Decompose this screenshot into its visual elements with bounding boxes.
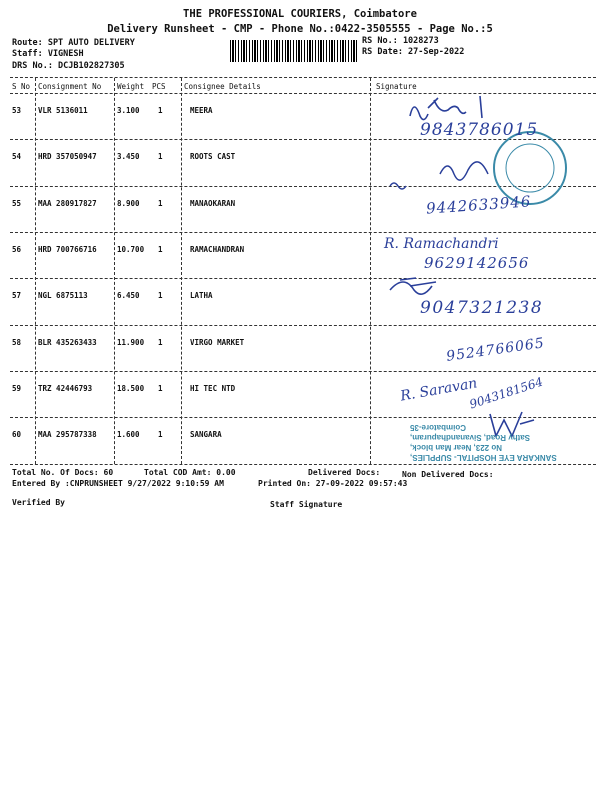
cell-weight: 11.900 — [117, 337, 145, 347]
total-docs: Total No. Of Docs: 60 — [12, 468, 114, 477]
staff-label: Staff: VIGNESH — [12, 49, 84, 59]
signature-scribble — [390, 162, 488, 189]
barcode — [230, 40, 358, 62]
cell-sno: 58 — [12, 337, 22, 347]
column-divider — [181, 78, 182, 464]
cell-consignment: BLR 435263433 — [38, 337, 97, 347]
col-header-weight: Weight — [117, 82, 145, 91]
cell-pcs: 1 — [158, 291, 163, 301]
cell-consignment: MAA 295787338 — [38, 430, 97, 440]
cell-weight: 8.900 — [117, 198, 140, 208]
cell-pcs: 1 — [158, 152, 163, 162]
rs-number: RS No.: 1028273 — [362, 36, 439, 46]
cell-consignment: MAA 280917827 — [38, 198, 97, 208]
signature-scribble — [410, 96, 482, 120]
handwritten-phone: 9629142656 — [424, 254, 530, 272]
cell-consignment: HRD 700766716 — [38, 244, 97, 254]
cell-pcs: 1 — [158, 383, 163, 393]
runsheet-subtitle: Delivery Runsheet - CMP - Phone No.:0422-3505555 - Page No.:5 — [107, 23, 493, 35]
column-divider — [35, 78, 36, 464]
cell-consignee: SANGARA — [190, 430, 222, 440]
cell-consignee: MANAOKARAN — [190, 198, 236, 208]
cell-sno: 55 — [12, 198, 22, 208]
cell-pcs: 1 — [158, 430, 163, 440]
col-header-sno: S No — [12, 82, 31, 91]
rs-date: RS Date: 27-Sep-2022 — [362, 47, 465, 57]
handwritten-name: R. Ramachandri — [384, 236, 499, 252]
cell-sno: 60 — [12, 430, 22, 440]
handwritten-phone: 9524766065 — [445, 335, 546, 365]
stamp-line: Sathy Road, Sivanandhapuram, — [410, 433, 531, 442]
cell-consignee: RAMACHANDRAN — [190, 244, 245, 254]
cell-sno: 53 — [12, 106, 22, 115]
cell-pcs: 1 — [158, 106, 163, 115]
route-label: Route: SPT AUTO DELIVERY — [12, 38, 135, 48]
cell-consignment: VLR 5136011 — [38, 106, 88, 115]
handwritten-phone: 9442633946 — [425, 192, 532, 218]
table-top-rule — [10, 77, 596, 78]
cell-weight: 1.600 — [117, 430, 140, 440]
cell-consignment: NGL 6875113 — [38, 291, 88, 301]
cell-consignment: HRD 357050947 — [38, 152, 97, 162]
col-header-consignee: Consignee Details — [184, 82, 261, 91]
col-header-signature: Signature — [376, 82, 417, 91]
handwritten-phone: 9043181564 — [467, 374, 545, 412]
drs-number: DRS No.: DCJB102827305 — [12, 61, 125, 71]
cell-sno: 56 — [12, 244, 22, 254]
column-divider — [114, 78, 115, 464]
cell-consignee: LATHA — [190, 291, 213, 301]
stamp-line: No 223, Near Man block, — [410, 443, 503, 452]
cell-consignment: TRZ 42446793 — [38, 383, 93, 393]
address-stamp — [410, 422, 590, 462]
cell-consignee: HI TEC NTD — [190, 383, 236, 393]
handwritten-phone: 9843786015 — [420, 120, 539, 140]
non-delivered-docs: Non Delivered Docs: — [402, 470, 494, 479]
cell-sno: 54 — [12, 152, 22, 162]
cell-weight: 10.700 — [117, 244, 145, 254]
stamp-line: Coimbatore-35 — [410, 423, 467, 432]
company-title: THE PROFESSIONAL COURIERS, Coimbatore — [183, 8, 417, 20]
signature-area — [370, 94, 596, 466]
round-stamp-inner — [506, 144, 554, 192]
cell-sno: 59 — [12, 383, 22, 393]
cell-pcs: 1 — [158, 198, 163, 208]
cell-weight: 18.500 — [117, 383, 145, 393]
staff-signature: Staff Signature — [270, 500, 343, 509]
delivered-docs: Delivered Docs: — [308, 468, 381, 477]
printed-on: Printed On: 27-09-2022 09:57:43 — [258, 479, 408, 488]
cell-pcs: 1 — [158, 244, 163, 254]
verified-by: Verified By — [12, 498, 65, 507]
col-header-pcs: PCS — [152, 82, 166, 91]
cell-sno: 57 — [12, 291, 22, 301]
cell-weight: 3.450 — [117, 152, 140, 162]
cell-pcs: 1 — [158, 337, 163, 347]
cell-consignee: VIRGO MARKET — [190, 337, 245, 347]
col-header-consignment: Consignment No — [38, 82, 102, 91]
cell-weight: 3.100 — [117, 106, 140, 115]
stamp-line: SANKARA EYE HOSPITAL- SUPPLIES, — [410, 453, 557, 462]
cell-consignee: MEERA — [190, 106, 213, 115]
handwritten-phone: 9047321238 — [420, 298, 544, 318]
entered-by: Entered By :CNPRUNSHEET 9/27/2022 9:10:59 AM — [12, 479, 224, 488]
total-cod: Total COD Amt: 0.00 — [144, 468, 236, 477]
cell-consignee: ROOTS CAST — [190, 152, 236, 162]
handwritten-name: R. Saravan — [399, 375, 479, 405]
signature-scribble — [390, 278, 436, 294]
cell-weight: 6.450 — [117, 291, 140, 301]
